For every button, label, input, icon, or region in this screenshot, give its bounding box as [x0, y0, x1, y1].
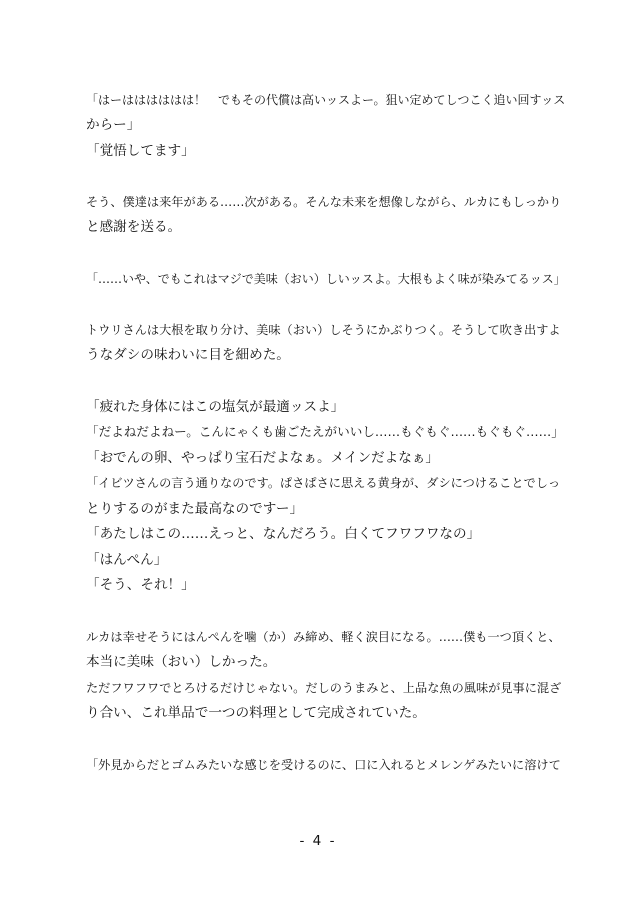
text-line: そう、僕達は来年がある……次がある。そんな未来を想像しながら、ルカにもしっかり — [86, 195, 562, 209]
text-line: 「だよねだよねー。こんにゃくも歯ごたえがいいし……もぐもぐ……もぐもぐ……」 — [86, 424, 564, 439]
text-line: 「はんぺん」 — [86, 552, 168, 568]
text-line: り合い、これ単品で一つの料理として完成されていた。 — [86, 705, 426, 721]
text-line: 「外見からだとゴムみたいな感じを受けるのに、口に入れるとメレンゲみたいに溶けて — [86, 758, 561, 772]
text-line: ルカは幸せそうにはんぺんを噛（か）み締め、軽く涙目になる。……僕も一つ頂くと、 — [86, 630, 561, 644]
text-line: 「はーはははははは！ でもその代償は高いッスよー。狙い定めてしつこく追い回すッス — [86, 93, 566, 107]
text-line: トウリさんは大根を取り分け、美味（おい）しそうにかぶりつく。そうして吹き出すよ — [86, 323, 561, 337]
text-line: とりするのがまた最高なのですー」 — [86, 501, 304, 517]
text-line: うなダシの味わいに目を細めた。 — [86, 347, 290, 363]
text-line: 「……いや、でもこれはマジで美味（おい）しいッスよ。大根もよく味が染みてるッス」 — [86, 272, 566, 286]
text-line: 「おでんの卵、やっぱり宝石だよなぁ。メインだよなぁ」 — [86, 450, 440, 466]
text-line: 「あたしはこの……えっと、なんだろう。白くてフワフワなの」 — [86, 526, 481, 542]
page-number: - 4 - — [299, 833, 337, 849]
text-line: 「覚悟してます」 — [86, 143, 195, 159]
text-line: 「疲れた身体にはこの塩気が最適ッスよ」 — [86, 399, 345, 415]
text-line: と感謝を送る。 — [86, 219, 182, 235]
text-line: ただフワフワでとろけるだけじゃない。だしのうまみと、上品な魚の風味が見事に混ざ — [86, 681, 562, 695]
text-line: 本当に美味（おい）しかった。 — [86, 654, 277, 670]
text-line: 「そう、それ！」 — [86, 577, 195, 593]
text-line: 「イビツさんの言う通りなのです。ぱさぱさに思える黄身が、ダシにつけることでしっ — [86, 476, 561, 490]
text-line: からー」 — [86, 117, 141, 133]
